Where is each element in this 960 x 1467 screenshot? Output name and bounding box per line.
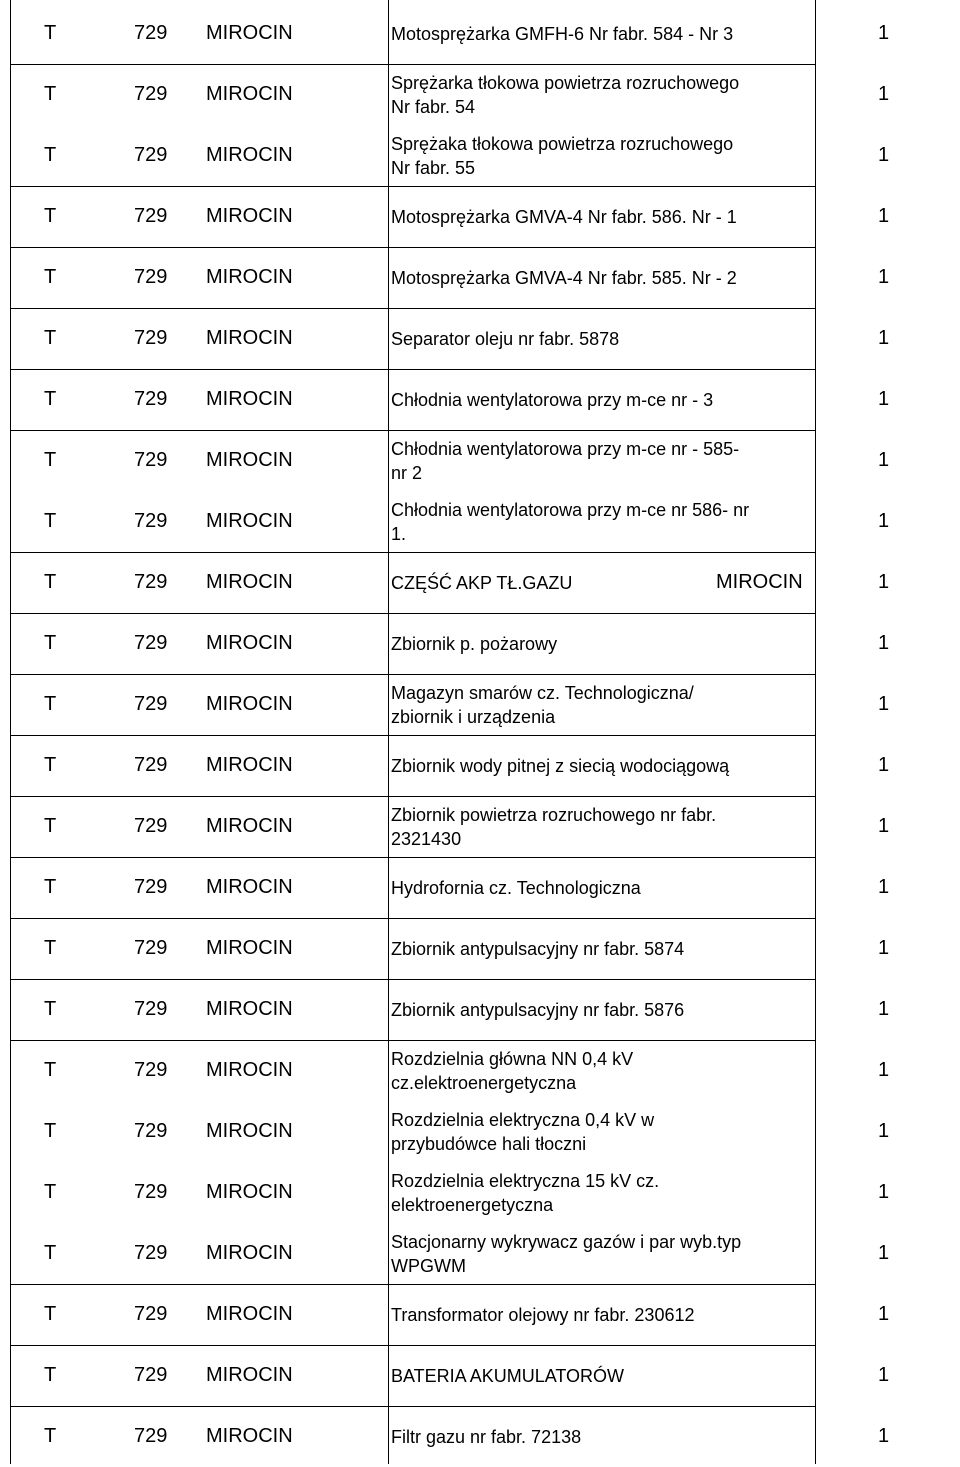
location-cell: MIROCIN xyxy=(206,510,293,532)
quantity-cell: 1 xyxy=(878,449,890,471)
table-row xyxy=(10,918,898,979)
table-row xyxy=(10,186,898,247)
location-cell: MIROCIN xyxy=(206,937,293,959)
table-row xyxy=(10,1345,898,1406)
table-row xyxy=(10,64,898,125)
location-cell: MIROCIN xyxy=(206,998,293,1020)
quantity-cell: 1 xyxy=(878,205,890,227)
code-cell: 729 xyxy=(134,22,168,44)
quantity-cell: 1 xyxy=(878,1059,890,1081)
type-cell: T xyxy=(44,876,57,898)
table-row xyxy=(10,1284,898,1345)
location-cell: MIROCIN xyxy=(206,1364,293,1386)
quantity-cell: 1 xyxy=(878,998,890,1020)
quantity-cell: 1 xyxy=(878,1242,890,1264)
table-row xyxy=(10,247,898,308)
type-cell: T xyxy=(44,1303,57,1325)
location-cell: MIROCIN xyxy=(206,693,293,715)
table-row xyxy=(10,979,898,1040)
code-cell: 729 xyxy=(134,937,168,959)
description-cell: Sprężarka tłokowa powietrza rozruchowego Nr fabr. 54 xyxy=(391,72,740,117)
table-row xyxy=(10,674,898,735)
description-cell: Chłodnia wentylatorowa przy m-ce nr 586- nr 1. xyxy=(391,499,750,544)
code-cell: 729 xyxy=(134,1181,168,1203)
type-cell: T xyxy=(44,388,57,410)
type-cell: T xyxy=(44,1120,57,1142)
code-cell: 729 xyxy=(134,510,168,532)
quantity-cell: 1 xyxy=(878,1120,890,1142)
location-cell: MIROCIN xyxy=(206,632,293,654)
quantity-cell: 1 xyxy=(878,144,890,166)
table-row xyxy=(10,1162,898,1223)
location-cell: MIROCIN xyxy=(206,144,293,166)
code-cell: 729 xyxy=(134,632,168,654)
type-cell: T xyxy=(44,1364,57,1386)
code-cell: 729 xyxy=(134,388,168,410)
type-cell: T xyxy=(44,327,57,349)
quantity-cell: 1 xyxy=(878,327,890,349)
table-row xyxy=(10,552,898,613)
type-cell: T xyxy=(44,998,57,1020)
table-row xyxy=(10,1040,898,1101)
quantity-cell: 1 xyxy=(878,1303,890,1325)
location-cell: MIROCIN xyxy=(206,1059,293,1081)
description-cell: Magazyn smarów cz. Technologiczna/ zbiornik i urządzenia xyxy=(391,682,694,727)
table-row xyxy=(10,735,898,796)
description-cell: Motosprężarka GMVA-4 Nr fabr. 586. Nr - 1 xyxy=(391,206,737,227)
location-cell: MIROCIN xyxy=(206,22,293,44)
quantity-cell: 1 xyxy=(878,754,890,776)
description-cell: Hydrofornia cz. Technologiczna xyxy=(391,877,641,898)
description-cell: Chłodnia wentylatorowa przy m-ce nr - 585- nr 2 xyxy=(391,438,740,483)
table-row xyxy=(10,125,898,186)
location-cell: MIROCIN xyxy=(206,449,293,471)
location-cell: MIROCIN xyxy=(206,754,293,776)
table-row xyxy=(10,369,898,430)
description-cell: Zbiornik p. pożarowy xyxy=(391,633,558,654)
type-cell: T xyxy=(44,205,57,227)
type-cell: T xyxy=(44,571,57,593)
code-cell: 729 xyxy=(134,205,168,227)
table-row xyxy=(10,3,898,64)
location-cell: MIROCIN xyxy=(206,1242,293,1264)
location-cell: MIROCIN xyxy=(206,815,293,837)
description-cell: Rozdzielnia elektryczna 0,4 kV w przybudówce hali tłoczni xyxy=(391,1109,655,1154)
code-cell: 729 xyxy=(134,1364,168,1386)
location-cell: MIROCIN xyxy=(206,83,293,105)
description-cell: Stacjonarny wykrywacz gazów i par wyb.typ WPGWM xyxy=(391,1231,742,1276)
description-cell: Motosprężarka GMFH-6 Nr fabr. 584 - Nr 3 xyxy=(391,23,734,44)
code-cell: 729 xyxy=(134,1120,168,1142)
quantity-cell: 1 xyxy=(878,937,890,959)
code-cell: 729 xyxy=(134,327,168,349)
quantity-cell: 1 xyxy=(878,876,890,898)
code-cell: 729 xyxy=(134,449,168,471)
code-cell: 729 xyxy=(134,1425,168,1447)
code-cell: 729 xyxy=(134,1303,168,1325)
description-cell: Zbiornik powietrza rozruchowego nr fabr. 2321430 xyxy=(391,804,717,849)
location-cell: MIROCIN xyxy=(206,266,293,288)
description-cell: BATERIA AKUMULATORÓW xyxy=(391,1365,625,1386)
location-cell: MIROCIN xyxy=(206,571,293,593)
table-row xyxy=(10,1406,898,1467)
location-cell: MIROCIN xyxy=(206,876,293,898)
type-cell: T xyxy=(44,1242,57,1264)
table-row xyxy=(10,1101,898,1162)
type-cell: T xyxy=(44,693,57,715)
type-cell: T xyxy=(44,83,57,105)
location-cell: MIROCIN xyxy=(206,1120,293,1142)
type-cell: T xyxy=(44,266,57,288)
code-cell: 729 xyxy=(134,815,168,837)
location-cell: MIROCIN xyxy=(206,388,293,410)
quantity-cell: 1 xyxy=(878,83,890,105)
type-cell: T xyxy=(44,449,57,471)
description-cell: Transformator olejowy nr fabr. 230612 xyxy=(391,1304,695,1325)
description-cell: Motosprężarka GMVA-4 Nr fabr. 585. Nr - 2 xyxy=(391,267,737,288)
code-cell: 729 xyxy=(134,693,168,715)
description-cell: Rozdzielnia elektryczna 15 kV cz. elektroenergetyczna xyxy=(391,1170,660,1215)
type-cell: T xyxy=(44,22,57,44)
code-cell: 729 xyxy=(134,83,168,105)
quantity-cell: 1 xyxy=(878,1425,890,1447)
table-row xyxy=(10,613,898,674)
table-row xyxy=(10,491,898,552)
type-cell: T xyxy=(44,1059,57,1081)
table-row xyxy=(10,1223,898,1284)
code-cell: 729 xyxy=(134,1059,168,1081)
code-cell: 729 xyxy=(134,754,168,776)
code-cell: 729 xyxy=(134,266,168,288)
quantity-cell: 1 xyxy=(878,632,890,654)
description-cell: Rozdzielnia główna NN 0,4 kV cz.elektroenergetyczna xyxy=(391,1048,634,1093)
type-cell: T xyxy=(44,1181,57,1203)
description-cell: Sprężaka tłokowa powietrza rozruchowego Nr fabr. 55 xyxy=(391,133,734,178)
type-cell: T xyxy=(44,144,57,166)
quantity-cell: 1 xyxy=(878,693,890,715)
description-cell: Zbiornik wody pitnej z siecią wodociągową xyxy=(391,755,730,776)
table-row xyxy=(10,796,898,857)
code-cell: 729 xyxy=(134,1242,168,1264)
quantity-cell: 1 xyxy=(878,266,890,288)
type-cell: T xyxy=(44,1425,57,1447)
code-cell: 729 xyxy=(134,144,168,166)
description-cell: Zbiornik antypulsacyjny nr fabr. 5874 xyxy=(391,938,685,959)
quantity-cell: 1 xyxy=(878,1181,890,1203)
code-cell: 729 xyxy=(134,571,168,593)
quantity-cell: 1 xyxy=(878,815,890,837)
type-cell: T xyxy=(44,754,57,776)
quantity-cell: 1 xyxy=(878,1364,890,1386)
table-row xyxy=(10,430,898,491)
type-cell: T xyxy=(44,510,57,532)
type-cell: T xyxy=(44,632,57,654)
location-cell: MIROCIN xyxy=(206,205,293,227)
quantity-cell: 1 xyxy=(878,388,890,410)
description-extra: MIROCIN xyxy=(716,571,803,593)
description-cell: Zbiornik antypulsacyjny nr fabr. 5876 xyxy=(391,999,685,1020)
code-cell: 729 xyxy=(134,876,168,898)
location-cell: MIROCIN xyxy=(206,1425,293,1447)
quantity-cell: 1 xyxy=(878,571,890,593)
table-row xyxy=(10,857,898,918)
quantity-cell: 1 xyxy=(878,22,890,44)
location-cell: MIROCIN xyxy=(206,327,293,349)
description-cell: Filtr gazu nr fabr. 72138 xyxy=(391,1426,582,1447)
quantity-cell: 1 xyxy=(878,510,890,532)
description-cell: Separator oleju nr fabr. 5878 xyxy=(391,328,620,349)
type-cell: T xyxy=(44,937,57,959)
description-cell: CZĘŚĆ AKP TŁ.GAZU xyxy=(391,572,573,593)
location-cell: MIROCIN xyxy=(206,1181,293,1203)
location-cell: MIROCIN xyxy=(206,1303,293,1325)
code-cell: 729 xyxy=(134,998,168,1020)
table-row xyxy=(10,308,898,369)
description-cell: Chłodnia wentylatorowa przy m-ce nr - 3 xyxy=(391,389,714,410)
type-cell: T xyxy=(44,815,57,837)
